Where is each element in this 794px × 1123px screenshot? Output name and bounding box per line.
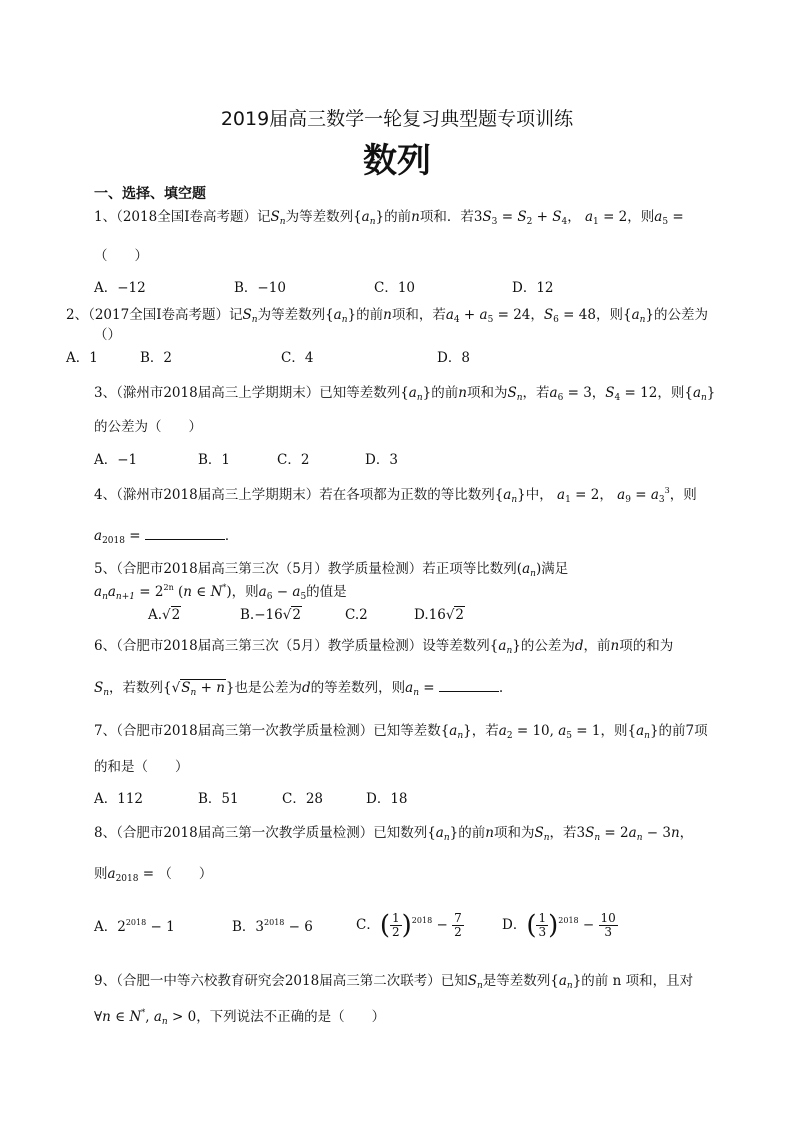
q2-option-c: C．4 [281,350,314,366]
q6-line2: $S_n$，若数列$\{√S_n + n\}$也是公差为d的等差数列，则$a_n$ = . [94,680,504,698]
q6-stem: 6、（合肥市2018届高三第三次（5月）教学质量检测）设等差数列$\{a_n\}$的公差为d，前n项的和为 [94,638,674,656]
q1-option-d: D．12 [512,280,554,296]
q1-option-c: C．10 [374,280,416,296]
q6-blank[interactable] [439,679,499,692]
q2-answer-paren: （） [94,327,121,343]
q2-option-d: D．8 [437,350,470,366]
q7-line2: 的和是（ ） [94,759,189,775]
section-heading: 一、选择、填空题 [94,186,206,202]
q7-stem: 7、（合肥市2018届高三第一次教学质量检测）已知等差数$\{a_n\}$，若$a_2 = 10$, $a_5 = 1$，则$\{a_n\}$的前7项 [94,723,708,741]
q3-option-a: A．−1 [94,452,138,468]
q2-stem: 2、（2017全国I卷高考题）记$S_n$为等差数列$\{a_n\}$的前n项和，若$a_4 + a_5 = 24$，$S_6 = 48$，则$\{a_n\}$的公差为 [66,307,709,325]
q8-option-c: C．( $\frac{1}{2}$ )$^{2018}$ − $\frac{7}{2}$ [356,910,462,941]
q8-option-d: D．( $\frac{1}{3}$ )$^{2018}$ − $\frac{10}{3}$ [502,910,616,941]
q8-stem: 8、（合肥市2018届高三第一次教学质量检测）已知数列$\{a_n\}$的前n项和为$S_n$，若$3S_n = 2a_n - 3n$， [94,825,694,843]
q4-answer-line: $a_{2018}$ = ． [94,528,239,546]
q4-blank[interactable] [145,527,225,540]
q8-option-b: B．$3^{2018} - 6$ [232,918,313,935]
q8-line2: 则$a_{2018}$ = （ ） [94,866,213,884]
document-subtitle: 数列 [363,141,431,181]
q3-stem: 3、（滁州市2018届高三上学期期末）已知等差数列$\{a_n\}$的前n项和为$S_n$，若$a_6 = 3$，$S_4 = 12$，则$\{a_n\}$ [94,385,716,403]
q1-option-a: A．−12 [94,280,146,296]
q3-option-c: C．2 [277,452,310,468]
q1-answer-paren: （ ） [94,248,148,264]
q3-option-b: B．1 [198,452,231,468]
q1-option-b: B．−10 [234,280,286,296]
q1-stem: 1、（2018全国I卷高考题）记$S_n$为等差数列$\{a_n\}$的前n项和．若$3S_3 = S_2 + S_4$， $a_1 = 2$，则$a_5$ = [94,209,684,227]
q3-line2: 的公差为（ ） [94,419,202,435]
q5-option-d: D.16√2 [414,607,465,623]
q7-option-c: C．28 [282,791,324,807]
document-title: 2019届高三数学一轮复习典型题专项训练 [220,108,574,130]
q5-option-a: A.√2 [148,607,181,623]
q3-option-d: D．3 [365,452,398,468]
q4-stem: 4、（滁州市2018届高三上学期期末）若在各项都为正数的等比数列$\{a_n\}$中， $a_1 = 2$， $a_9 = a_3^3$，则 [94,486,697,505]
q5-option-b: B.−16√2 [240,607,301,623]
q5-option-c: C.2 [345,607,368,623]
q5-stem: 5、（合肥市2018届高三第三次（5月）教学质量检测）若正项等比数列$(a_n)$满足 [94,561,569,579]
q7-option-d: D．18 [366,791,408,807]
q2-option-a: A．1 [66,350,98,366]
q7-option-b: B．51 [198,791,239,807]
q8-option-a: A．$2^{2018} - 1$ [94,918,175,935]
q9-line2: ∀n ∈ N*, $a_n > 0$，下列说法不正确的是（ ） [94,1008,386,1027]
q7-option-a: A．112 [94,791,144,807]
q9-stem: 9、（合肥一中等六校教育研究会2018届高三第二次联考）已知$S_n$是等差数列$\{a_n\}$的前 n 项和，且对 [94,973,694,991]
q5-condition: $a_na_{n+1} = 2^{2n}$ (n ∈ N*)，则$a_6 - a_5$的值是 [94,583,347,602]
q2-option-b: B．2 [140,350,173,366]
